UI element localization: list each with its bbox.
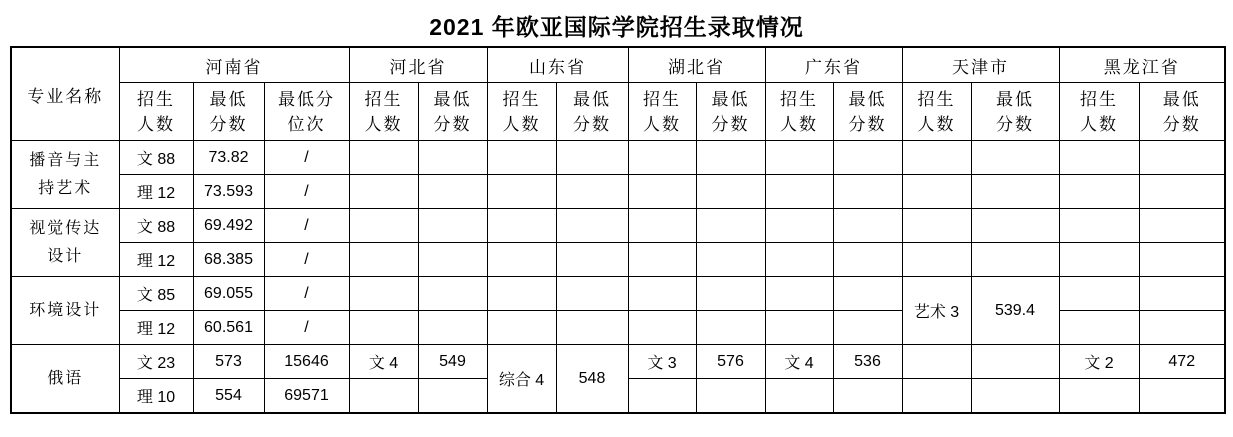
data-cell xyxy=(418,141,487,175)
data-cell: 理 12 xyxy=(119,175,193,209)
data-cell xyxy=(1139,175,1225,209)
major-line: 设计 xyxy=(47,247,84,265)
header-province-heilongjiang: 黑龙江省 xyxy=(1059,47,1225,83)
major-line: 视觉传达 xyxy=(29,219,102,237)
data-cell: 文 88 xyxy=(119,141,193,175)
data-cell xyxy=(487,311,556,345)
data-cell: 69.492 xyxy=(193,209,264,243)
table-row xyxy=(11,209,1225,243)
data-cell: 576 xyxy=(696,345,765,379)
subheader-line: 最低 xyxy=(573,89,612,109)
table-row xyxy=(11,345,1225,379)
data-cell xyxy=(833,277,902,311)
data-cell xyxy=(971,141,1059,175)
subheader-line: 人数 xyxy=(364,114,403,134)
table-row xyxy=(11,141,1225,175)
subheader-line: 招生 xyxy=(643,89,682,109)
data-cell-merged-shandong-score: 548 xyxy=(556,345,628,414)
subheader-shandong-enroll xyxy=(487,83,556,141)
data-cell xyxy=(833,141,902,175)
data-cell xyxy=(765,311,833,345)
data-cell xyxy=(556,141,628,175)
data-cell xyxy=(628,243,696,277)
subheader-line: 分数 xyxy=(711,114,750,134)
data-cell xyxy=(487,175,556,209)
table-row xyxy=(11,175,1225,209)
data-cell: 68.385 xyxy=(193,243,264,277)
data-cell xyxy=(349,175,418,209)
data-cell xyxy=(765,141,833,175)
data-cell xyxy=(628,379,696,414)
table-row xyxy=(11,277,1225,311)
data-cell xyxy=(902,345,971,379)
data-cell: / xyxy=(264,209,349,243)
data-cell-merged-shandong-enroll: 综合 4 xyxy=(487,345,556,414)
data-cell xyxy=(1139,379,1225,414)
subheader-line: 人数 xyxy=(137,114,175,134)
subheader-tianjin-score xyxy=(971,83,1059,141)
data-cell xyxy=(349,243,418,277)
data-cell xyxy=(556,243,628,277)
subheader-line: 最低 xyxy=(711,89,750,109)
data-cell: 文 4 xyxy=(765,345,833,379)
subheader-henan-enroll xyxy=(119,83,193,141)
data-cell: / xyxy=(264,277,349,311)
data-cell-merged-tianjin-score: 539.4 xyxy=(971,277,1059,345)
subheader-line: 分数 xyxy=(573,114,612,134)
subheader-line: 分数 xyxy=(433,114,472,134)
major-cell-visual-design xyxy=(11,209,119,277)
data-cell: 60.561 xyxy=(193,311,264,345)
data-cell xyxy=(971,345,1059,379)
data-cell xyxy=(556,175,628,209)
subheader-line: 分数 xyxy=(848,114,887,134)
data-cell xyxy=(418,209,487,243)
subheader-line: 分数 xyxy=(209,114,248,134)
data-cell: 15646 xyxy=(264,345,349,379)
data-cell xyxy=(628,311,696,345)
major-cell-russian xyxy=(11,345,119,414)
data-cell xyxy=(833,175,902,209)
data-cell xyxy=(971,209,1059,243)
subheader-line: 位次 xyxy=(287,114,326,134)
data-cell: / xyxy=(264,311,349,345)
table-row xyxy=(11,243,1225,277)
data-cell xyxy=(418,311,487,345)
data-cell xyxy=(487,243,556,277)
header-province-shandong: 山东省 xyxy=(487,47,628,83)
subheader-line: 招生 xyxy=(137,89,175,109)
data-cell: 73.82 xyxy=(193,141,264,175)
subheader-hebei-score xyxy=(418,83,487,141)
page-title: 2021 年欧亚国际学院招生录取情况 xyxy=(429,14,804,40)
subheader-guangdong-enroll xyxy=(765,83,833,141)
data-cell xyxy=(487,209,556,243)
data-cell xyxy=(349,209,418,243)
header-province-guangdong: 广东省 xyxy=(765,47,902,83)
subheader-line: 人数 xyxy=(1080,114,1119,134)
subheader-line: 最低 xyxy=(209,89,248,109)
data-cell xyxy=(1059,243,1139,277)
data-cell-merged-tianjin-enroll: 艺术 3 xyxy=(902,277,971,345)
data-cell xyxy=(902,141,971,175)
subheader-hubei-score xyxy=(696,83,765,141)
data-cell: 554 xyxy=(193,379,264,414)
subheader-line: 招生 xyxy=(917,89,956,109)
data-cell: 文 4 xyxy=(349,345,418,379)
data-cell xyxy=(696,311,765,345)
data-cell xyxy=(765,209,833,243)
data-cell xyxy=(556,311,628,345)
data-cell xyxy=(902,209,971,243)
data-cell: / xyxy=(264,141,349,175)
data-cell xyxy=(487,141,556,175)
data-cell xyxy=(902,379,971,414)
data-cell xyxy=(971,175,1059,209)
subheader-line: 人数 xyxy=(780,114,819,134)
data-cell xyxy=(1139,141,1225,175)
data-cell: 573 xyxy=(193,345,264,379)
subheader-line: 招生 xyxy=(1080,89,1119,109)
subheader-tianjin-enroll xyxy=(902,83,971,141)
subheader-line: 招生 xyxy=(502,89,541,109)
data-cell: 文 85 xyxy=(119,277,193,311)
subheader-henan-rank xyxy=(264,83,349,141)
data-cell xyxy=(1059,277,1139,311)
data-cell: 69.055 xyxy=(193,277,264,311)
data-cell xyxy=(349,277,418,311)
major-line: 播音与主 xyxy=(29,151,102,169)
data-cell xyxy=(418,277,487,311)
subheader-line: 招生 xyxy=(364,89,403,109)
data-cell xyxy=(696,141,765,175)
subheader-heilongjiang-enroll xyxy=(1059,83,1139,141)
data-cell: 536 xyxy=(833,345,902,379)
data-cell xyxy=(418,243,487,277)
data-cell xyxy=(765,277,833,311)
data-cell xyxy=(902,175,971,209)
data-cell xyxy=(833,379,902,414)
data-cell xyxy=(1139,277,1225,311)
data-cell xyxy=(1139,311,1225,345)
data-cell xyxy=(349,311,418,345)
subheader-line: 人数 xyxy=(502,114,541,134)
data-cell: 文 23 xyxy=(119,345,193,379)
subheader-line: 最低分 xyxy=(278,89,335,109)
data-cell xyxy=(696,277,765,311)
subheader-henan-score xyxy=(193,83,264,141)
header-province-hebei: 河北省 xyxy=(349,47,487,83)
data-cell xyxy=(1059,311,1139,345)
data-cell: 69571 xyxy=(264,379,349,414)
subheader-line: 最低 xyxy=(433,89,472,109)
subheader-line: 分数 xyxy=(996,114,1035,134)
data-cell xyxy=(628,141,696,175)
data-cell xyxy=(628,175,696,209)
data-cell xyxy=(349,141,418,175)
subheader-hebei-enroll xyxy=(349,83,418,141)
data-cell xyxy=(696,175,765,209)
header-major: 专业名称 xyxy=(11,47,119,141)
subheader-line: 人数 xyxy=(643,114,682,134)
subheader-guangdong-score xyxy=(833,83,902,141)
data-cell xyxy=(971,243,1059,277)
data-cell: / xyxy=(264,243,349,277)
header-province-hubei: 湖北省 xyxy=(628,47,765,83)
data-cell: 文 2 xyxy=(1059,345,1139,379)
data-cell: 73.593 xyxy=(193,175,264,209)
data-cell: 549 xyxy=(418,345,487,379)
data-cell xyxy=(1139,243,1225,277)
major-line: 俄语 xyxy=(47,369,84,387)
subheader-hubei-enroll xyxy=(628,83,696,141)
data-cell xyxy=(902,243,971,277)
header-province-henan: 河南省 xyxy=(119,47,349,83)
data-cell xyxy=(628,209,696,243)
data-cell xyxy=(833,243,902,277)
data-cell: 472 xyxy=(1139,345,1225,379)
subheader-line: 招生 xyxy=(780,89,819,109)
data-cell xyxy=(556,209,628,243)
header-row-subcols xyxy=(11,83,1225,141)
data-cell: 理 12 xyxy=(119,243,193,277)
subheader-line: 人数 xyxy=(917,114,956,134)
major-line: 环境设计 xyxy=(29,301,102,319)
subheader-line: 最低 xyxy=(1162,89,1201,109)
data-cell xyxy=(696,379,765,414)
data-cell xyxy=(971,379,1059,414)
data-cell: 文 3 xyxy=(628,345,696,379)
data-cell: 文 88 xyxy=(119,209,193,243)
header-row-provinces xyxy=(11,47,1225,83)
data-cell xyxy=(696,243,765,277)
data-cell xyxy=(349,379,418,414)
data-cell xyxy=(418,379,487,414)
data-cell xyxy=(1059,209,1139,243)
data-cell xyxy=(418,175,487,209)
data-cell xyxy=(628,277,696,311)
subheader-line: 最低 xyxy=(848,89,887,109)
data-cell: / xyxy=(264,175,349,209)
subheader-line: 最低 xyxy=(996,89,1035,109)
subheader-line: 分数 xyxy=(1162,114,1201,134)
data-cell xyxy=(487,277,556,311)
major-line: 持艺术 xyxy=(38,179,93,197)
data-cell xyxy=(765,243,833,277)
data-cell xyxy=(1059,141,1139,175)
data-cell xyxy=(1059,379,1139,414)
data-cell xyxy=(833,209,902,243)
data-cell xyxy=(696,209,765,243)
major-cell-broadcasting xyxy=(11,141,119,209)
major-cell-environment-design xyxy=(11,277,119,345)
data-cell: 理 12 xyxy=(119,311,193,345)
subheader-heilongjiang-score xyxy=(1139,83,1225,141)
data-cell xyxy=(1059,175,1139,209)
data-cell xyxy=(765,379,833,414)
data-cell: 理 10 xyxy=(119,379,193,414)
data-cell xyxy=(833,311,902,345)
header-province-tianjin: 天津市 xyxy=(902,47,1059,83)
data-cell xyxy=(556,277,628,311)
data-cell xyxy=(765,175,833,209)
data-cell xyxy=(1139,209,1225,243)
admissions-table xyxy=(10,46,1226,414)
subheader-shandong-score xyxy=(556,83,628,141)
